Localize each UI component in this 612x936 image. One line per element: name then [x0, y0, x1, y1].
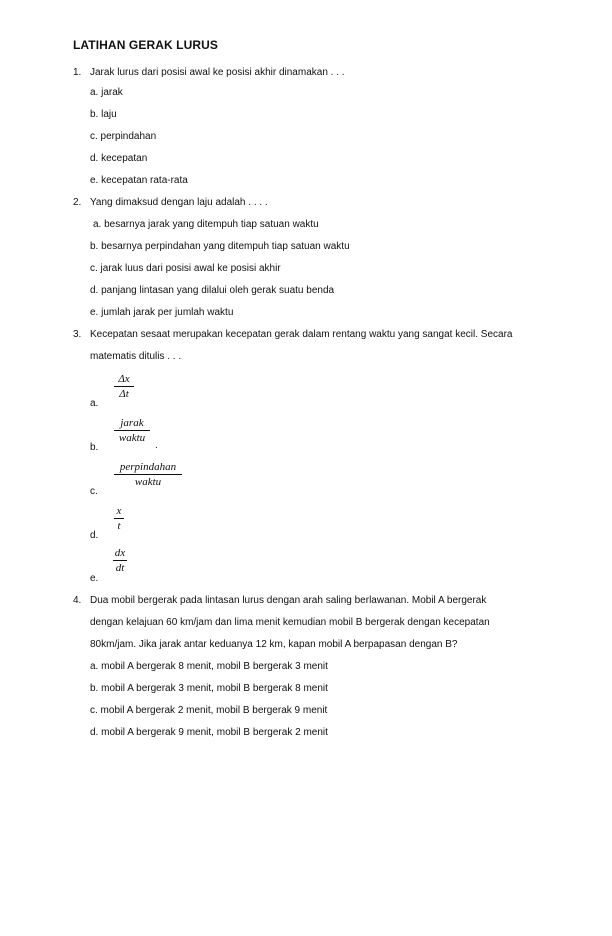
- fraction-denominator: Δt: [119, 388, 129, 400]
- question-2-option-a: a. besarnya jarak yang ditempuh tiap satuan waktu: [93, 219, 319, 230]
- question-2-option-d: d. panjang lintasan yang dilalui oleh gerak suatu benda: [90, 285, 335, 296]
- fraction-denominator: waktu: [134, 476, 162, 488]
- question-3-number: 3.: [73, 329, 82, 340]
- question-3-text-line-2: matematis ditulis . . .: [90, 351, 182, 362]
- question-3-option-e-fraction: [113, 547, 127, 574]
- question-4-option-b: b. mobil A bergerak 3 menit, mobil B bergerak 8 menit: [90, 683, 328, 694]
- question-3-option-a-letter: a.: [90, 398, 99, 409]
- question-4-option-d: d. mobil A bergerak 9 menit, mobil B bergerak 2 menit: [90, 727, 328, 738]
- question-2-option-e: e. jumlah jarak per jumlah waktu: [90, 307, 234, 318]
- question-4-text-line-3: 80km/jam. Jika jarak antar keduanya 12 km, kapan mobil A berpapasan dengan B?: [90, 639, 458, 650]
- question-1-option-d: d. kecepatan: [90, 153, 148, 164]
- fraction-numerator: Δx: [118, 373, 130, 385]
- fraction-numerator: x: [116, 505, 122, 517]
- fraction-denominator: t: [117, 520, 121, 532]
- question-4-number: 4.: [73, 595, 82, 606]
- fraction-numerator: perpindahan: [119, 461, 177, 473]
- question-3-option-c-fraction: [114, 461, 182, 488]
- question-4-option-c: c. mobil A bergerak 2 menit, mobil B bergerak 9 menit: [90, 705, 328, 716]
- question-2-number: 2.: [73, 197, 82, 208]
- question-3-option-b-fraction: [114, 417, 150, 444]
- question-1-option-a: a. jarak: [90, 87, 123, 98]
- question-4-text-line-1: Dua mobil bergerak pada lintasan lurus dengan arah saling berlawanan. Mobil A bergerak: [90, 595, 487, 606]
- question-3-option-e-letter: e.: [90, 573, 99, 584]
- question-3-option-a-fraction: [114, 373, 134, 400]
- fraction-denominator: waktu: [118, 432, 146, 444]
- question-4-text-line-2: dengan kelajuan 60 km/jam dan lima menit kemudian mobil B bergerak dengan kecepatan: [90, 617, 490, 628]
- fraction-numerator: jarak: [120, 417, 144, 429]
- question-2-option-c: c. jarak luus dari posisi awal ke posisi akhir: [90, 263, 281, 274]
- trailing-dot: .: [155, 440, 158, 451]
- question-3-option-d-letter: d.: [90, 530, 99, 541]
- question-1-option-e: e. kecepatan rata-rata: [90, 175, 188, 186]
- question-3-option-b-letter: b.: [90, 442, 99, 453]
- fraction-numerator: dx: [114, 547, 126, 559]
- question-3-text-line-1: Kecepatan sesaat merupakan kecepatan gerak dalam rentang waktu yang sangat kecil. Secara: [90, 329, 513, 340]
- question-3-option-c-letter: c.: [90, 486, 98, 497]
- fraction-denominator: dt: [115, 562, 125, 574]
- question-1-text: Jarak lurus dari posisi awal ke posisi akhir dinamakan . . .: [90, 67, 345, 78]
- question-3-option-d-fraction: [114, 505, 124, 532]
- question-4-option-a: a. mobil A bergerak 8 menit, mobil B bergerak 3 menit: [90, 661, 328, 672]
- question-2-option-b: b. besarnya perpindahan yang ditempuh tiap satuan waktu: [90, 241, 350, 252]
- page-title: LATIHAN GERAK LURUS: [73, 38, 219, 52]
- question-1-number: 1.: [73, 67, 82, 78]
- question-1-option-b: b. laju: [90, 109, 117, 120]
- question-1-option-c: c. perpindahan: [90, 131, 157, 142]
- question-2-text: Yang dimaksud dengan laju adalah . . . .: [90, 197, 268, 208]
